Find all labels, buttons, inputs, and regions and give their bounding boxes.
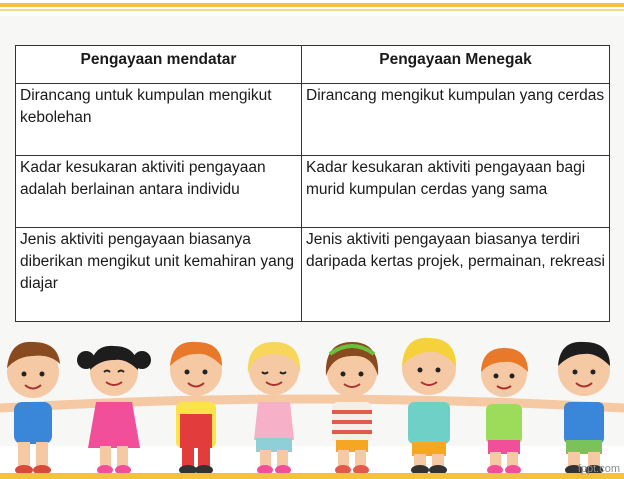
table-row [16, 156, 610, 228]
table-cell: Dirancang mengikut kumpulan yang cerdas [302, 84, 610, 156]
top-border-line [0, 3, 624, 7]
child-figure [481, 348, 528, 475]
header-vertical-enrichment: Pengayaan Menegak [302, 46, 610, 84]
watermark: fppt.com [577, 463, 620, 475]
table-cell: Jenis aktiviti pengayaan biasanya terdiri daripada kertas projek, permainan, rekreasi [302, 228, 610, 322]
child-figure [77, 346, 151, 475]
child-figure [248, 342, 300, 475]
table-header-row [16, 46, 610, 84]
child-figure [402, 338, 456, 475]
comparison-table [15, 45, 610, 322]
top-frame [0, 0, 624, 16]
child-figure [170, 342, 222, 475]
child-figure [326, 342, 378, 475]
table-cell: Jenis aktiviti pengayaan biasanya diberikan mengikut unit kemahiran yang diajar [16, 228, 302, 322]
table-cell: Kadar kesukaran aktiviti pengayaan bagi murid kumpulan cerdas yang sama [302, 156, 610, 228]
table-row [16, 228, 610, 322]
table-cell: Dirancang untuk kumpulan mengikut kebolehan [16, 84, 302, 156]
table-row [16, 84, 610, 156]
header-horizontal-enrichment: Pengayaan mendatar [16, 46, 302, 84]
table-cell: Kadar kesukaran aktiviti pengayaan adalah berlainan antara individu [16, 156, 302, 228]
children-holding-hands-illustration [0, 330, 624, 479]
child-figure [558, 342, 610, 475]
bottom-border [0, 473, 624, 479]
top-border-line-thin [0, 9, 624, 11]
